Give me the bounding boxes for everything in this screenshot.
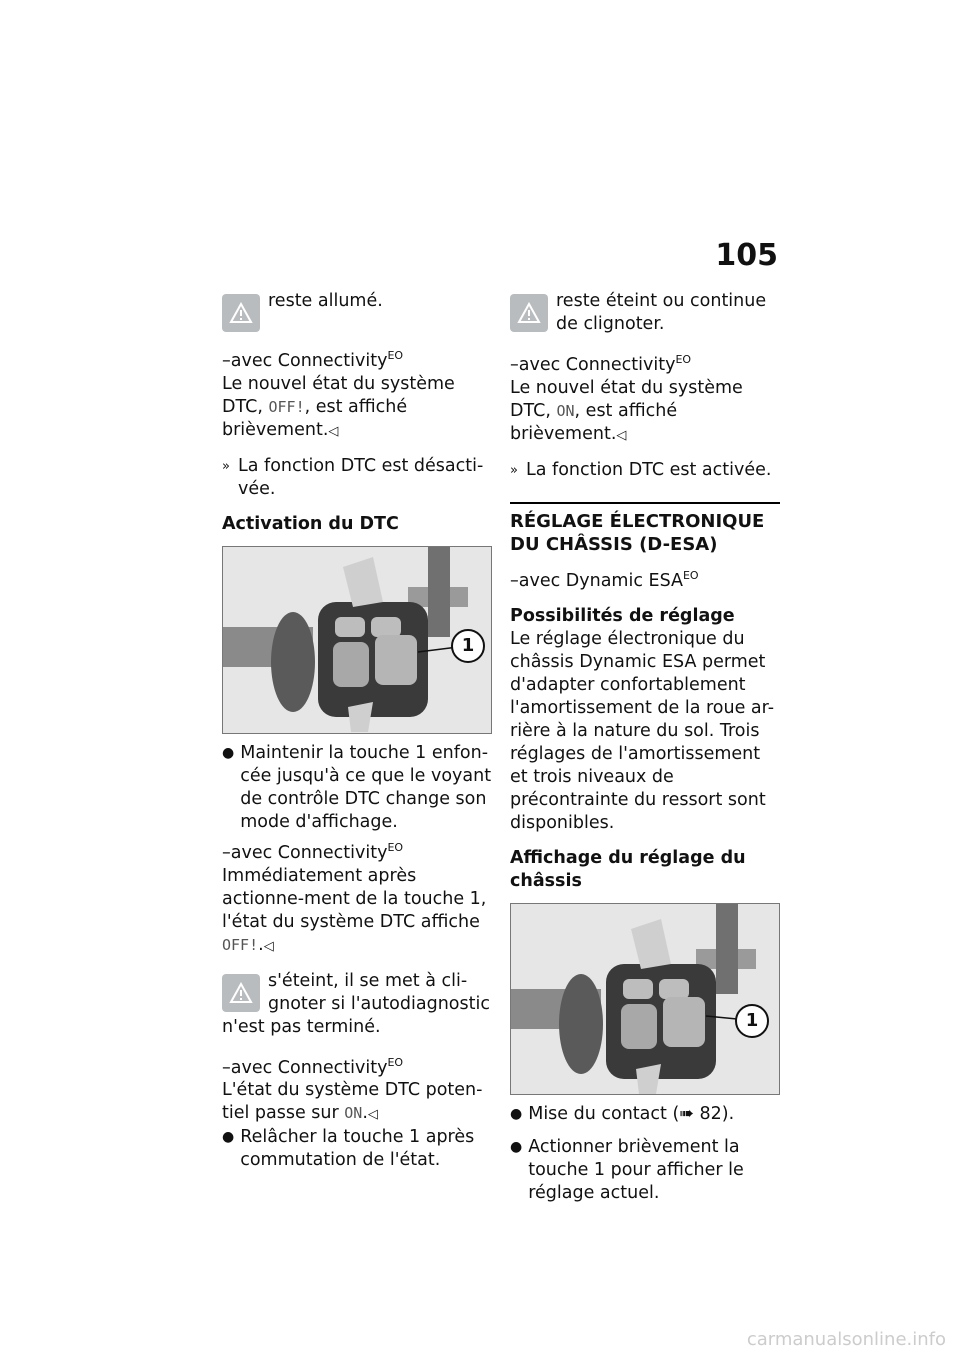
page-number: 105 [715,238,778,273]
section-heading: Possibilités de réglage [510,605,735,626]
callout-1: 1 [735,1004,769,1038]
warning-triangle-icon [510,294,548,332]
handlebar-switch-figure [510,903,780,1095]
section-heading: Affichage du réglage du châssis [510,847,746,891]
warning-text: reste éteint ou continue de clignoter. [556,291,767,334]
warning-block [222,290,492,332]
list-item: ● Maintenir la touche 1 enfon-cée jusqu'à ce que le voyant de contrôle DTC change son mode d'affichage. [222,742,492,832]
warning-block [510,290,780,336]
result-arrow-icon: » [222,458,230,474]
condition-line: –avec Dynamic $ESA^{EO}$ [510,568,699,591]
section-heading: Activation du DTC [222,513,399,534]
warning-triangle-icon [222,294,260,332]
result-arrow-icon: » [510,462,518,478]
paragraph: Le nouvel état du système DTC, ON, est affiché brièvement.◁ [510,377,743,444]
warning-text: s'éteint, il se met à cli-gnoter si l'autodiagnostic [268,970,490,1014]
condition-line: –avec Connectivity$^{EO}$ [510,353,692,375]
condition-line: –avec Connectivity$^{EO}$ [222,1055,404,1078]
warning-text: reste allumé. [268,291,383,311]
paragraph: Le nouvel état du système DTC, OFF!, est affiché brièvement.◁ [222,373,455,440]
paragraph: L'état du système DTC poten-tiel passe sur ON.◁ [222,1080,483,1124]
left-column [222,290,492,1174]
handlebar-switch-figure [222,546,492,734]
warning-triangle-icon [222,974,260,1012]
condition-line: –avec Connectivity$^{EO}$ [222,349,404,371]
warning-text-continued: n'est pas terminé. [222,1016,381,1037]
chapter-heading: RÉGLAGE ÉLECTRONIQUE DU CHÂSSIS (D-ESA) [510,502,780,556]
result-line: » La fonction DTC est désacti-vée. [222,455,484,499]
warning-block [222,970,492,1016]
paragraph: Immédiatement après actionne-ment de la touche 1, l'état du système DTC affiche OFF!.◁ [222,865,487,955]
list-item: ● Relâcher la touche 1 après commutation de l'état. [222,1127,475,1171]
list-item: ● Mise du contact (➠ 82). [510,1103,735,1124]
condition-line: –avec Connectivity$^{EO}$ [222,840,404,863]
watermark-footer: carmanualsonline.info [746,1329,946,1350]
callout-1: 1 [451,629,485,663]
result-line: » La fonction DTC est activée. [510,459,772,480]
list-item: ● Actionner brièvement la touche 1 pour afficher le réglage actuel. [510,1136,744,1203]
paragraph: Le réglage électronique du châssis Dynamic ESA permet d'adapter confortablement l'amortissement de la roue ar-rière à la nature du sol. Trois réglages de l'amortissement et trois niveaux de précontrainte du ressort sont disponibles. [510,628,775,833]
right-column [510,290,780,1207]
